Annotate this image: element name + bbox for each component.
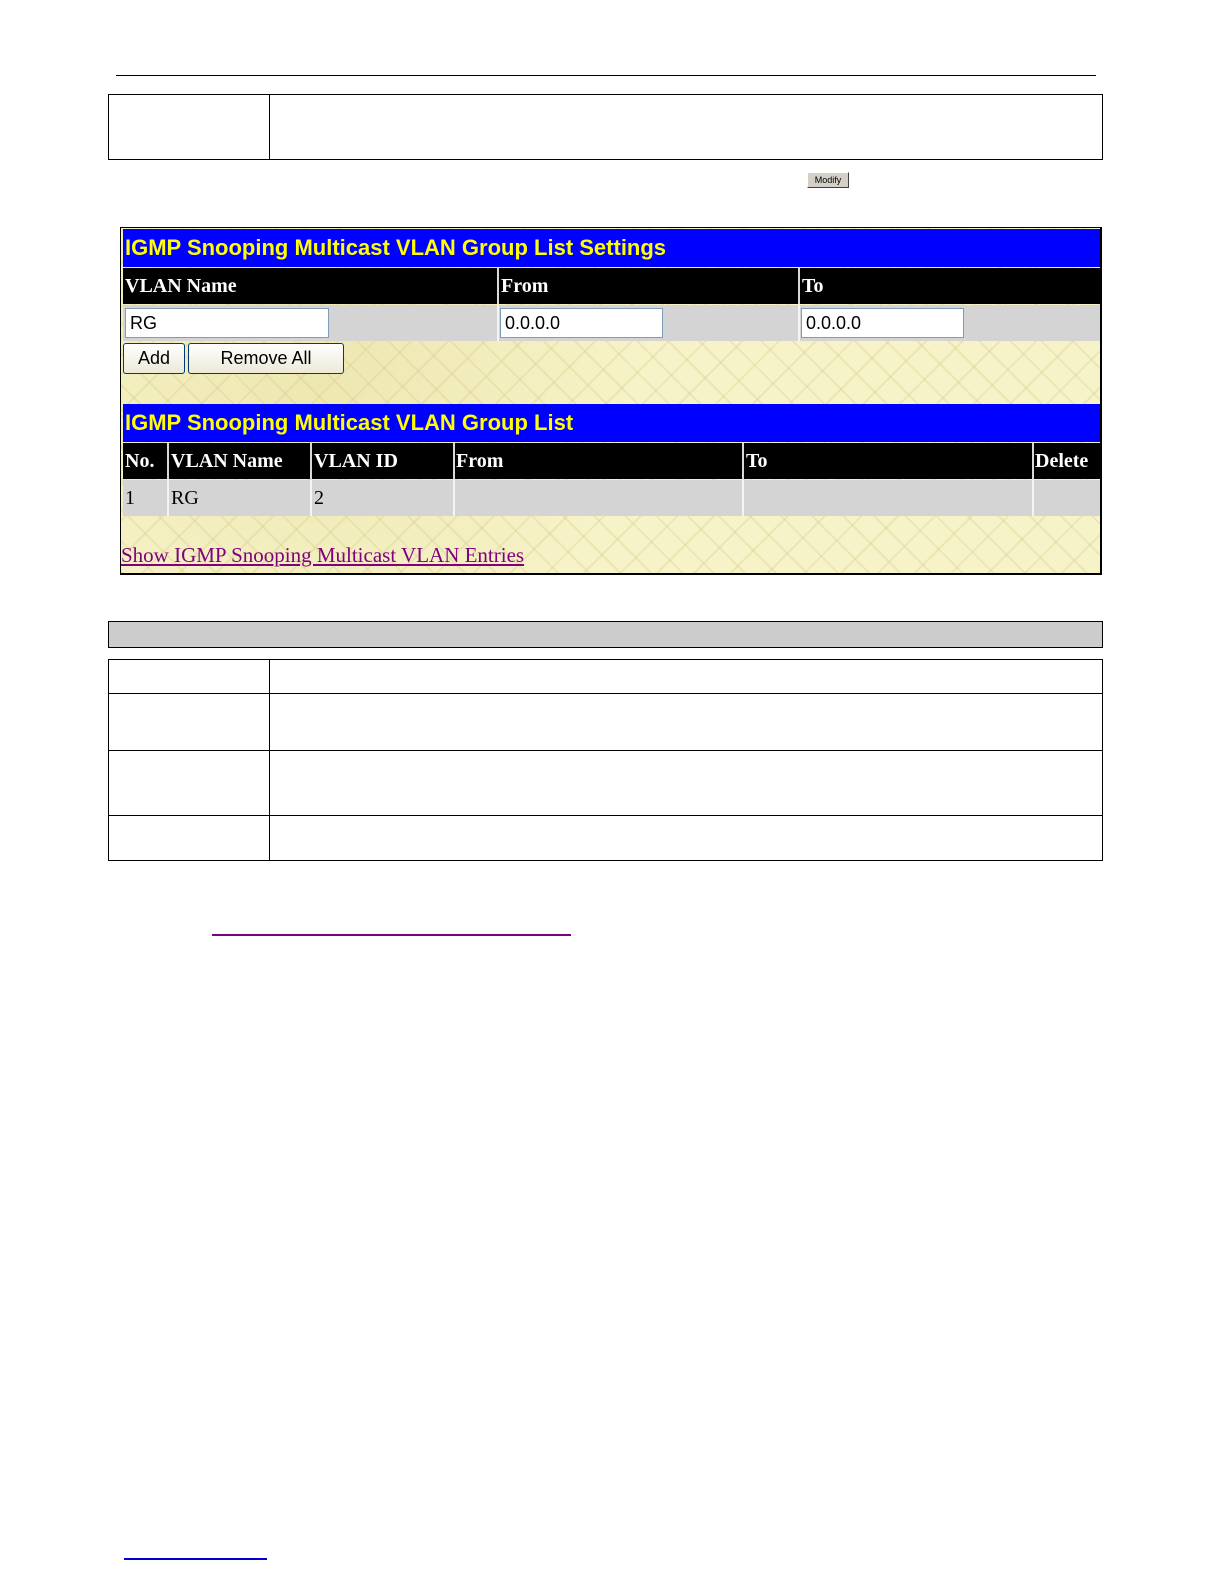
parameter-cell — [109, 660, 270, 694]
cell-vlan-id: 2 — [314, 487, 324, 509]
table-row — [109, 816, 1103, 861]
description-cell — [270, 816, 1103, 861]
table-row — [109, 95, 1103, 160]
settings-header-row — [123, 268, 1100, 304]
parameter-cell — [109, 95, 270, 160]
col-vlan-name: VLAN Name — [125, 275, 237, 297]
parameter-cell — [109, 816, 270, 861]
cell-vlan-name[interactable]: RG — [171, 487, 199, 509]
description-cell — [270, 694, 1103, 751]
settings-title: IGMP Snooping Multicast VLAN Group List Settings — [123, 229, 1100, 267]
col-no: No. — [125, 450, 155, 472]
parameter-table-bottom — [108, 659, 1103, 861]
screenshot-panel — [120, 227, 1102, 575]
vlan-name-input[interactable]: RG — [125, 308, 329, 338]
col-to: To — [746, 450, 768, 472]
remove-all-button[interactable]: Remove All — [188, 343, 344, 374]
cell-no: 1 — [125, 487, 135, 509]
description-cell — [270, 95, 1103, 160]
col-vlan-name: VLAN Name — [171, 450, 283, 472]
parameter-cell — [109, 694, 270, 751]
show-entries-link[interactable]: Show IGMP Snooping Multicast VLAN Entries — [121, 543, 525, 567]
col-from: From — [501, 275, 549, 297]
parameter-cell — [109, 751, 270, 816]
hyperlink-underline[interactable] — [212, 934, 571, 936]
col-vlan-id: VLAN ID — [314, 450, 398, 472]
table-row — [109, 751, 1103, 816]
col-to: To — [802, 275, 824, 297]
group-list-header-row — [123, 443, 1100, 479]
modify-button[interactable]: Modify — [807, 172, 849, 188]
table-header-bar — [108, 621, 1103, 648]
footer-link-underline[interactable] — [124, 1558, 267, 1560]
parameter-table-top — [108, 94, 1103, 160]
add-button[interactable]: Add — [123, 343, 185, 374]
description-cell — [270, 660, 1103, 694]
description-cell — [270, 751, 1103, 816]
table-row — [109, 660, 1103, 694]
table-row — [109, 694, 1103, 751]
col-delete: Delete — [1035, 450, 1089, 472]
to-ip-input[interactable]: 0.0.0.0 — [801, 308, 964, 338]
from-ip-input[interactable]: 0.0.0.0 — [500, 308, 663, 338]
group-list-title: IGMP Snooping Multicast VLAN Group List — [123, 404, 1100, 442]
table-row — [123, 480, 1100, 516]
col-from: From — [456, 450, 504, 472]
header-rule — [116, 75, 1096, 76]
